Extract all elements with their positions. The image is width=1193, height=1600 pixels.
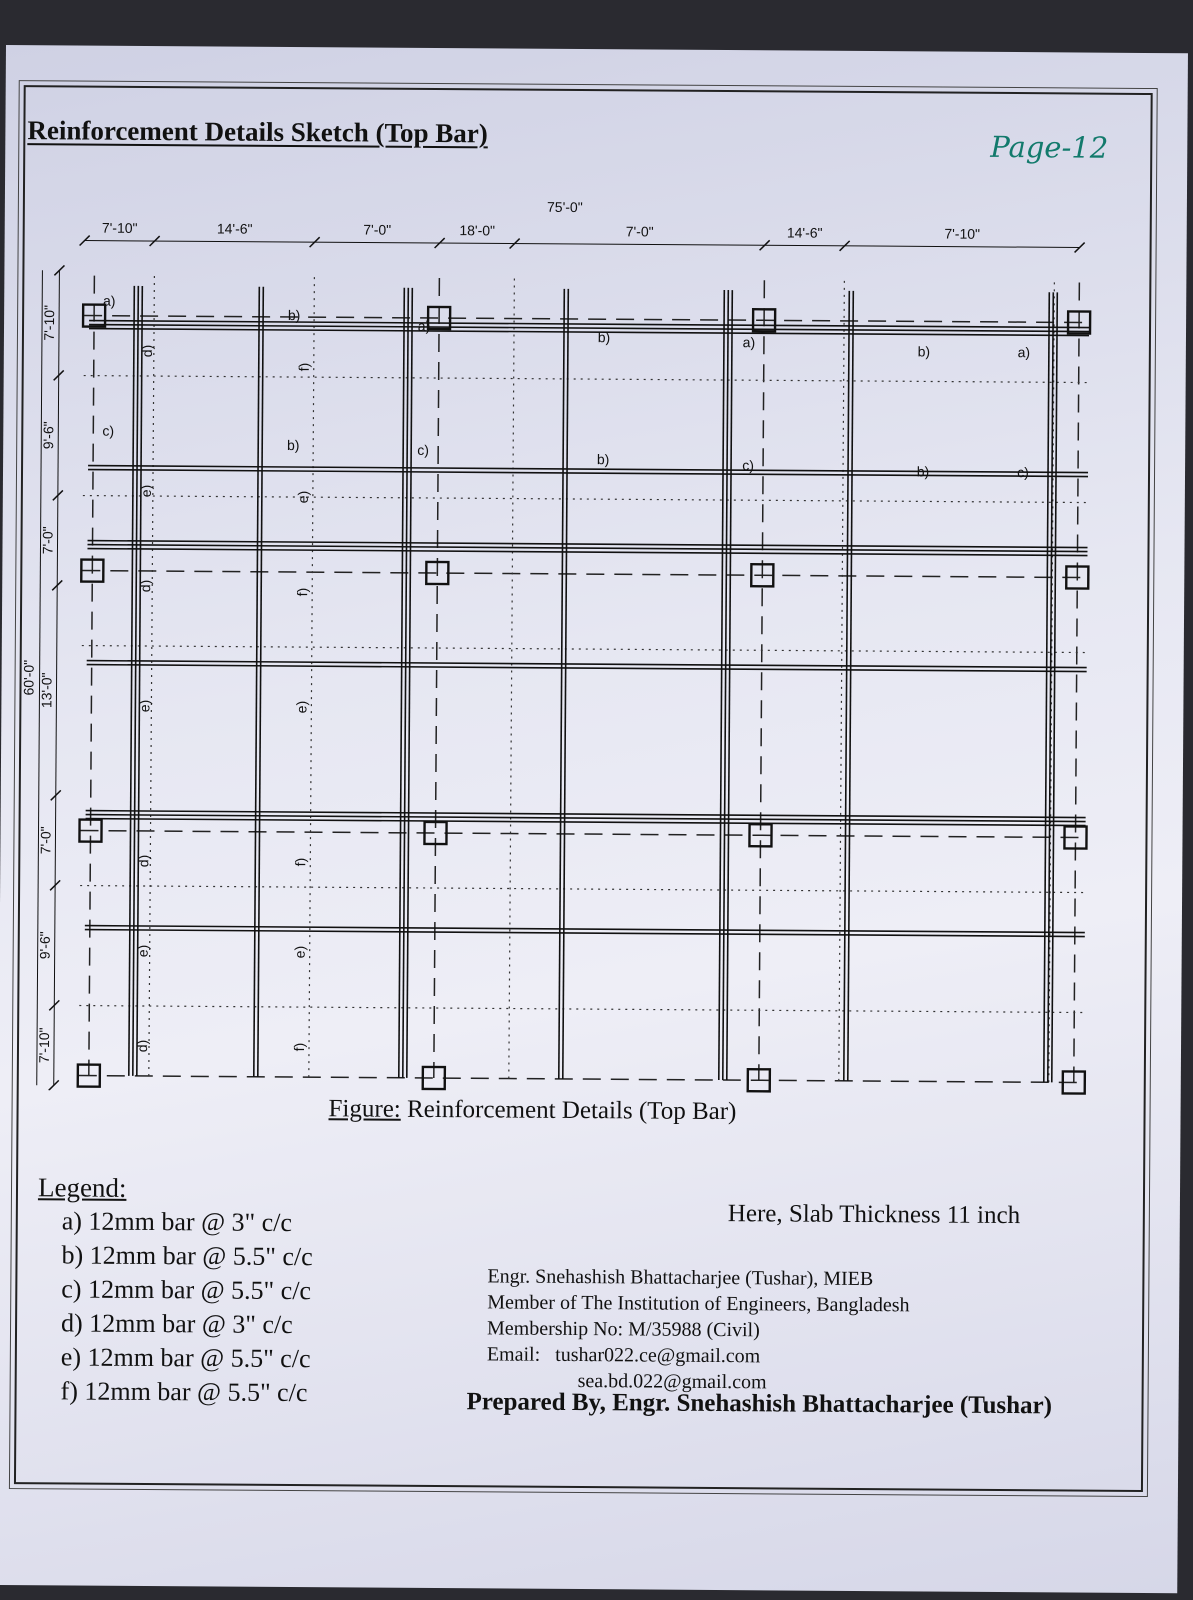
bar-mark-label: e) (293, 700, 310, 714)
bar-mark-label: b) (287, 306, 301, 324)
horizontal-bar (86, 811, 1086, 818)
figure-caption-label: Figure: (328, 1095, 401, 1123)
legend-title: Legend: (37, 1172, 127, 1203)
bar-mark-label: d) (137, 579, 154, 593)
grid-axis-line (82, 571, 1087, 578)
bar-mark-label: b) (596, 451, 610, 468)
side-span-label: 13'-0" (38, 672, 55, 709)
membership-number: Membership No: M/35988 (Civil) (486, 1317, 760, 1342)
bar-mark-label: e) (291, 945, 308, 959)
bar-mark-label: a) (1017, 344, 1031, 361)
figure-caption (328, 1095, 736, 1126)
bar-mark-label: a) (742, 334, 756, 351)
legend-item: a) 12mm bar @ 3" c/c (61, 1206, 293, 1238)
horizontal-bar (89, 325, 1089, 332)
email-primary: tushar022.ce@gmail.com (555, 1343, 761, 1368)
membership-org: Member of The Institution of Engineers, Bangladesh (487, 1291, 910, 1317)
page-number: Page-12 (990, 129, 1109, 165)
legend-item: b) 12mm bar @ 5.5" c/c (61, 1240, 313, 1272)
bar-mark-label: b) (597, 329, 611, 346)
columns (78, 305, 1090, 1094)
email-label: Email: (486, 1343, 541, 1366)
top-span-label: 7'-10" (944, 225, 981, 242)
horizontal-bar (86, 819, 1086, 826)
horizontal-bar (87, 665, 1087, 672)
author-contact (487, 1263, 910, 1396)
legend-item: e) 12mm bar @ 5.5" c/c (60, 1342, 311, 1374)
bar-mark-label: f) (292, 857, 309, 867)
bar-mark-label: d) (138, 344, 155, 358)
top-span-label: 14'-6" (216, 220, 253, 237)
bar-mark-label: d) (133, 1039, 151, 1053)
bar-mark-label: f) (290, 1042, 308, 1052)
horizontal-bar (88, 466, 1088, 473)
bar-mark-label: d) (135, 854, 152, 868)
strip-line (83, 496, 1088, 503)
side-span-label: 7'-10" (35, 1027, 53, 1064)
top-span-label: 7'-10" (101, 219, 138, 236)
horizontal-bar (87, 549, 1087, 556)
horizontal-bar (89, 329, 1089, 336)
side-span-label: 7'-10" (40, 304, 58, 341)
slab-thickness-note: Here, Slab Thickness 11 inch (727, 1200, 1021, 1230)
strip-line (509, 279, 515, 1079)
side-span-label: 9'-6" (36, 931, 53, 960)
side-span-label: 7'-0" (37, 826, 54, 855)
bar-mark-label: e) (137, 484, 154, 498)
strip-line (84, 376, 1089, 383)
bar-lines (84, 286, 1089, 1083)
strip-line (1049, 282, 1055, 1082)
top-dimension-line (85, 241, 1080, 248)
grid-lines (79, 276, 1090, 1083)
bar-mark-label: e) (294, 490, 311, 504)
grid-axis-line (1074, 282, 1080, 1082)
author-name: Engr. Snehashish Bhattacharjee (Tushar), MIEB (487, 1265, 874, 1291)
legend-item: c) 12mm bar @ 5.5" c/c (61, 1274, 312, 1306)
bar-mark-label: b) (916, 463, 930, 480)
email-line (487, 1341, 909, 1370)
horizontal-bar (85, 930, 1085, 937)
grid-axis-line (79, 1076, 1084, 1083)
document-sheet (0, 45, 1188, 1593)
legend-item: d) 12mm bar @ 3" c/c (60, 1308, 293, 1340)
overall-height-label: 60'-0" (20, 659, 37, 696)
horizontal-bar (87, 661, 1087, 668)
strip-line (309, 277, 315, 1077)
strip-line (79, 1006, 1084, 1013)
strip-line (82, 646, 1087, 653)
bar-mark-label: e) (136, 699, 153, 713)
bar-mark-label: f) (294, 587, 311, 597)
horizontal-bar (88, 470, 1088, 477)
side-span-label: 7'-0" (39, 526, 56, 555)
bar-mark-label: c) (102, 422, 115, 439)
horizontal-bar (88, 545, 1088, 552)
overall-width-label: 75'-0" (546, 198, 583, 216)
strip-line (80, 886, 1085, 893)
side-dimension-line (54, 270, 60, 1085)
reinforcement-drawing (19, 190, 1105, 1098)
prepared-by: Prepared By, Engr. Snehashish Bhattacharjee (Tushar) (466, 1388, 1053, 1420)
legend (36, 1170, 313, 1410)
grid-axis-line (759, 280, 765, 1080)
horizontal-bar (86, 815, 1086, 822)
bar-mark-label: c) (1017, 464, 1029, 481)
email-secondary: sea.bd.022@gmail.com (577, 1370, 767, 1394)
bar-mark-label: b) (286, 436, 300, 454)
top-span-label: 14'-6" (786, 224, 823, 241)
bar-mark-label: a) (102, 292, 116, 309)
top-span-label: 7'-0" (363, 221, 392, 238)
bar-mark-label: f) (295, 362, 312, 372)
page-title: Reinforcement Details Sketch (Top Bar) (27, 115, 488, 149)
side-span-label: 9'-6" (40, 421, 57, 450)
grid-axis-line (89, 276, 95, 1076)
legend-list (36, 1204, 313, 1410)
horizontal-bar (85, 926, 1085, 933)
figure-caption-text: Reinforcement Details (Top Bar) (406, 1095, 737, 1126)
top-span-label: 7'-0" (625, 223, 654, 240)
top-span-label: 18'-0" (459, 222, 496, 239)
bar-mark-label: b) (917, 343, 931, 360)
strip-line (839, 281, 845, 1081)
legend-item: f) 12mm bar @ 5.5" c/c (60, 1376, 308, 1408)
bar-mark-label: c) (417, 441, 430, 458)
bar-mark-label: e) (134, 944, 151, 958)
bar-mark-label: a) (417, 317, 431, 334)
grid-axis-line (81, 831, 1086, 838)
bar-mark-label: c) (742, 457, 754, 474)
horizontal-bar (88, 541, 1088, 548)
grid-axis-line (434, 278, 440, 1078)
